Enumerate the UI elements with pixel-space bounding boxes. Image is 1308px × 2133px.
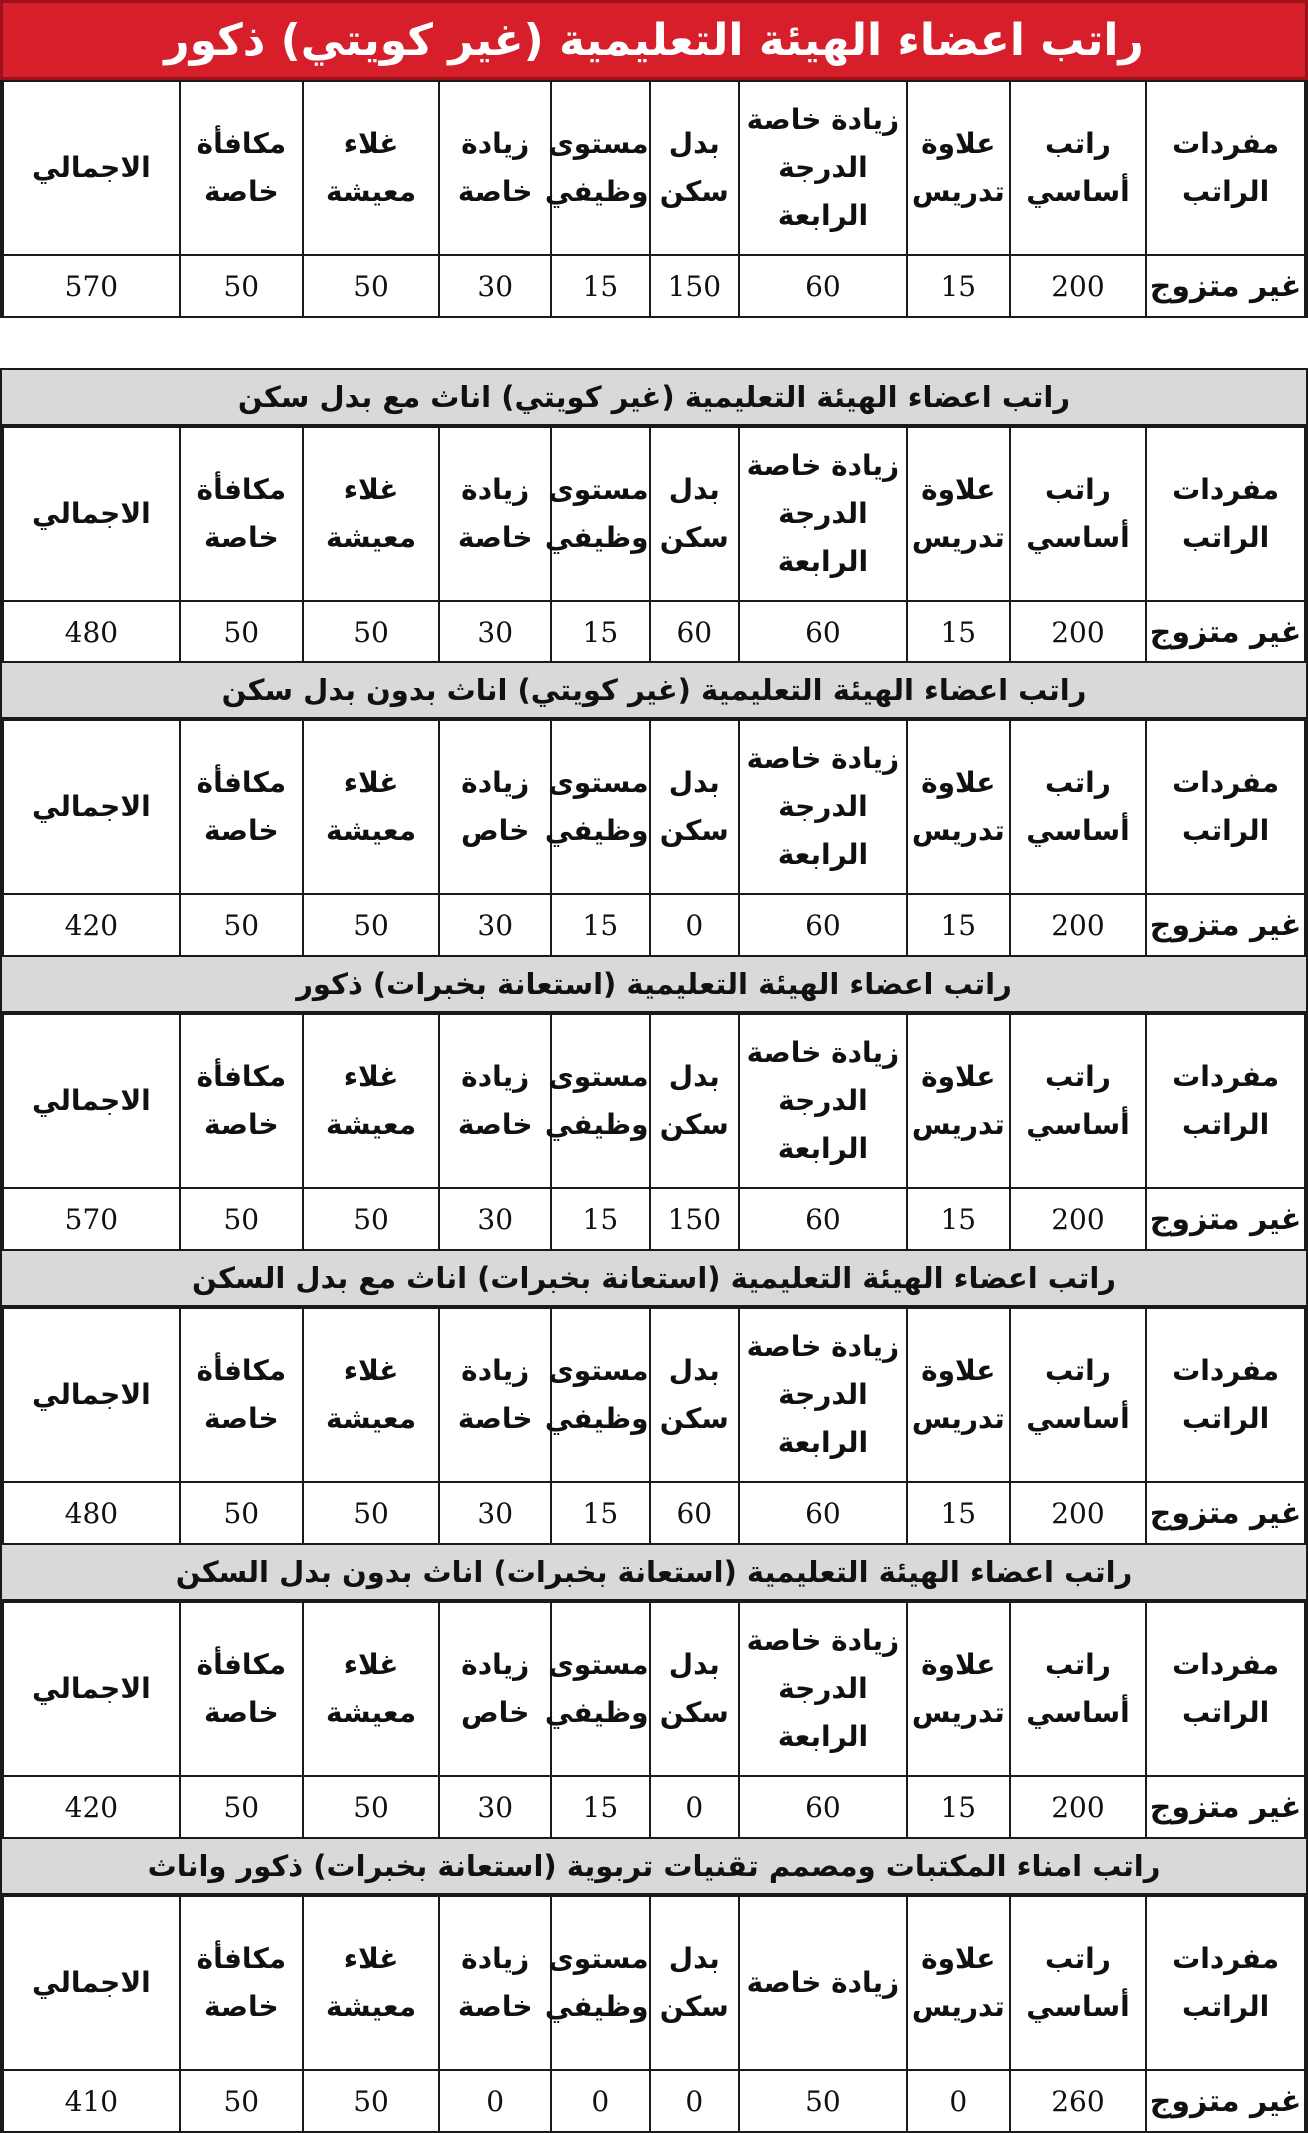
salary-table [2,80,1306,318]
column-header: زيادة خاص [439,720,551,894]
row-label-header: مفردات الراتب [1146,1014,1305,1188]
header-row [3,81,1305,255]
value-cell: 0 [650,894,739,956]
salary-section [0,661,1308,957]
value-cell: 50 [180,2070,303,2132]
value-cell: 200 [1010,601,1146,663]
column-header: الاجمالي [3,81,180,255]
column-header: بدل سكن [650,720,739,894]
column-header: غلاء معيشة [303,1896,439,2070]
column-header: مكافأة خاصة [180,1896,303,2070]
value-cell: 480 [3,1482,180,1544]
column-header: راتب أساسي [1010,720,1146,894]
value-cell: 150 [650,1188,739,1250]
value-cell: 260 [1010,2070,1146,2132]
salary-section [0,955,1308,1251]
value-cell: 50 [180,601,303,663]
column-header: علاوة تدريس [907,720,1010,894]
table-row [3,2070,1305,2132]
column-header: مستوى وظيفي [551,427,649,601]
section-title: راتب اعضاء الهيئة التعليمية (استعانة بخبرات) اناث مع بدل السكن [2,1249,1306,1307]
column-header: مستوى وظيفي [551,81,649,255]
value-cell: 0 [650,1776,739,1838]
salary-table [2,1895,1306,2133]
column-header: الاجمالي [3,1014,180,1188]
value-cell: 420 [3,1776,180,1838]
value-cell: 50 [303,601,439,663]
value-cell: 200 [1010,1482,1146,1544]
column-header: غلاء معيشة [303,720,439,894]
value-cell: 30 [439,894,551,956]
value-cell: 60 [739,1188,907,1250]
header-row [3,1308,1305,1482]
value-cell: 50 [303,1188,439,1250]
column-header: بدل سكن [650,1308,739,1482]
table-row [3,255,1305,317]
row-label-header: مفردات الراتب [1146,1602,1305,1776]
table-row [3,1776,1305,1838]
salary-table [2,426,1306,664]
column-header: غلاء معيشة [303,81,439,255]
value-cell: 50 [303,1482,439,1544]
value-cell: 15 [907,1776,1010,1838]
header-row [3,427,1305,601]
column-header: علاوة تدريس [907,1014,1010,1188]
section-title: راتب اعضاء الهيئة التعليمية (استعانة بخبرات) اناث بدون بدل السكن [2,1543,1306,1601]
value-cell: 200 [1010,255,1146,317]
column-header: بدل سكن [650,1602,739,1776]
value-cell: 30 [439,601,551,663]
column-header: الاجمالي [3,720,180,894]
section-title: راتب اعضاء الهيئة التعليمية (غير كويتي) اناث مع بدل سكن [2,368,1306,426]
salary-section [0,80,1308,318]
row-label-header: مفردات الراتب [1146,427,1305,601]
column-header: زيادة خاصة [439,427,551,601]
value-cell: 30 [439,1188,551,1250]
column-header: زيادة خاصة الدرجة الرابعة [739,1602,907,1776]
salary-section [0,1837,1308,2133]
value-cell: 570 [3,255,180,317]
column-header: بدل سكن [650,1014,739,1188]
column-header: مكافأة خاصة [180,81,303,255]
header-row [3,1896,1305,2070]
column-header: الاجمالي [3,1308,180,1482]
table-row [3,601,1305,663]
column-header: بدل سكن [650,1896,739,2070]
value-cell: 60 [739,1482,907,1544]
value-cell: 60 [739,255,907,317]
value-cell: 15 [907,255,1010,317]
value-cell: 15 [907,601,1010,663]
row-label: غير متزوج [1146,601,1305,663]
row-label-header: مفردات الراتب [1146,81,1305,255]
column-header: زيادة خاصة [439,1308,551,1482]
table-row [3,1482,1305,1544]
row-label: غير متزوج [1146,1776,1305,1838]
column-header: الاجمالي [3,427,180,601]
value-cell: 200 [1010,1776,1146,1838]
column-header: علاوة تدريس [907,81,1010,255]
column-header: زيادة خاصة [439,1014,551,1188]
value-cell: 50 [303,255,439,317]
column-header: زيادة خاصة [439,81,551,255]
salary-section [0,368,1308,664]
column-header: زيادة خاصة الدرجة الرابعة [739,81,907,255]
table-row [3,894,1305,956]
column-header: مستوى وظيفي [551,1896,649,2070]
value-cell: 50 [180,894,303,956]
value-cell: 60 [739,894,907,956]
column-header: راتب أساسي [1010,1602,1146,1776]
column-header: راتب أساسي [1010,1896,1146,2070]
column-header: راتب أساسي [1010,1014,1146,1188]
row-label-header: مفردات الراتب [1146,1308,1305,1482]
salary-section [0,1249,1308,1545]
value-cell: 15 [907,1482,1010,1544]
header-row [3,1014,1305,1188]
column-header: زيادة خاصة الدرجة الرابعة [739,427,907,601]
column-header: علاوة تدريس [907,1308,1010,1482]
column-header: راتب أساسي [1010,1308,1146,1482]
value-cell: 15 [551,1482,649,1544]
column-header: علاوة تدريس [907,427,1010,601]
value-cell: 30 [439,255,551,317]
column-header: بدل سكن [650,81,739,255]
value-cell: 60 [650,1482,739,1544]
salary-table [2,1013,1306,1251]
value-cell: 50 [303,1776,439,1838]
column-header: زيادة خاصة الدرجة الرابعة [739,1308,907,1482]
column-header: الاجمالي [3,1896,180,2070]
value-cell: 50 [180,1188,303,1250]
column-header: مكافأة خاصة [180,720,303,894]
value-cell: 410 [3,2070,180,2132]
header-row [3,1602,1305,1776]
row-label: غير متزوج [1146,1482,1305,1544]
column-header: راتب أساسي [1010,427,1146,601]
value-cell: 570 [3,1188,180,1250]
column-header: مكافأة خاصة [180,1308,303,1482]
value-cell: 60 [739,601,907,663]
value-cell: 15 [907,1188,1010,1250]
value-cell: 60 [739,1776,907,1838]
row-label: غير متزوج [1146,255,1305,317]
section-title: راتب اعضاء الهيئة التعليمية (غير كويتي) اناث بدون بدل سكن [2,661,1306,719]
value-cell: 150 [650,255,739,317]
section-title: راتب اعضاء الهيئة التعليمية (استعانة بخبرات) ذكور [2,955,1306,1013]
value-cell: 50 [303,2070,439,2132]
value-cell: 50 [739,2070,907,2132]
value-cell: 50 [303,894,439,956]
section-title: راتب امناء المكتبات ومصمم تقنيات تربوية (استعانة بخبرات) ذكور واناث [2,1837,1306,1895]
value-cell: 200 [1010,894,1146,956]
value-cell: 15 [551,601,649,663]
column-header: مستوى وظيفي [551,1308,649,1482]
value-cell: 15 [551,1188,649,1250]
value-cell: 0 [650,2070,739,2132]
column-header: غلاء معيشة [303,1014,439,1188]
value-cell: 30 [439,1776,551,1838]
table-row [3,1188,1305,1250]
value-cell: 200 [1010,1188,1146,1250]
value-cell: 15 [551,255,649,317]
page-title: راتب اعضاء الهيئة التعليمية (غير كويتي) ذكور [0,0,1308,80]
row-label-header: مفردات الراتب [1146,720,1305,894]
value-cell: 420 [3,894,180,956]
column-header: الاجمالي [3,1602,180,1776]
salary-table [2,1601,1306,1839]
row-label: غير متزوج [1146,894,1305,956]
column-header: زيادة خاصة الدرجة الرابعة [739,720,907,894]
column-header: غلاء معيشة [303,427,439,601]
value-cell: 60 [650,601,739,663]
value-cell: 30 [439,1482,551,1544]
salary-table [2,719,1306,957]
value-cell: 50 [180,255,303,317]
row-label-header: مفردات الراتب [1146,1896,1305,2070]
row-label: غير متزوج [1146,2070,1305,2132]
column-header: مكافأة خاصة [180,1014,303,1188]
value-cell: 0 [907,2070,1010,2132]
column-header: راتب أساسي [1010,81,1146,255]
column-header: زيادة خاصة [739,1896,907,2070]
column-header: غلاء معيشة [303,1602,439,1776]
column-header: مستوى وظيفي [551,720,649,894]
column-header: مكافأة خاصة [180,427,303,601]
column-header: زيادة خاصة الدرجة الرابعة [739,1014,907,1188]
salary-table [2,1307,1306,1545]
column-header: علاوة تدريس [907,1602,1010,1776]
column-header: مستوى وظيفي [551,1014,649,1188]
value-cell: 50 [180,1776,303,1838]
value-cell: 0 [439,2070,551,2132]
column-header: غلاء معيشة [303,1308,439,1482]
value-cell: 15 [551,894,649,956]
value-cell: 0 [551,2070,649,2132]
value-cell: 15 [907,894,1010,956]
value-cell: 15 [551,1776,649,1838]
column-header: زيادة خاصة [439,1896,551,2070]
row-label: غير متزوج [1146,1188,1305,1250]
value-cell: 50 [180,1482,303,1544]
column-header: مكافأة خاصة [180,1602,303,1776]
column-header: بدل سكن [650,427,739,601]
salary-section [0,1543,1308,1839]
column-header: زيادة خاص [439,1602,551,1776]
column-header: مستوى وظيفي [551,1602,649,1776]
column-header: علاوة تدريس [907,1896,1010,2070]
value-cell: 480 [3,601,180,663]
header-row [3,720,1305,894]
